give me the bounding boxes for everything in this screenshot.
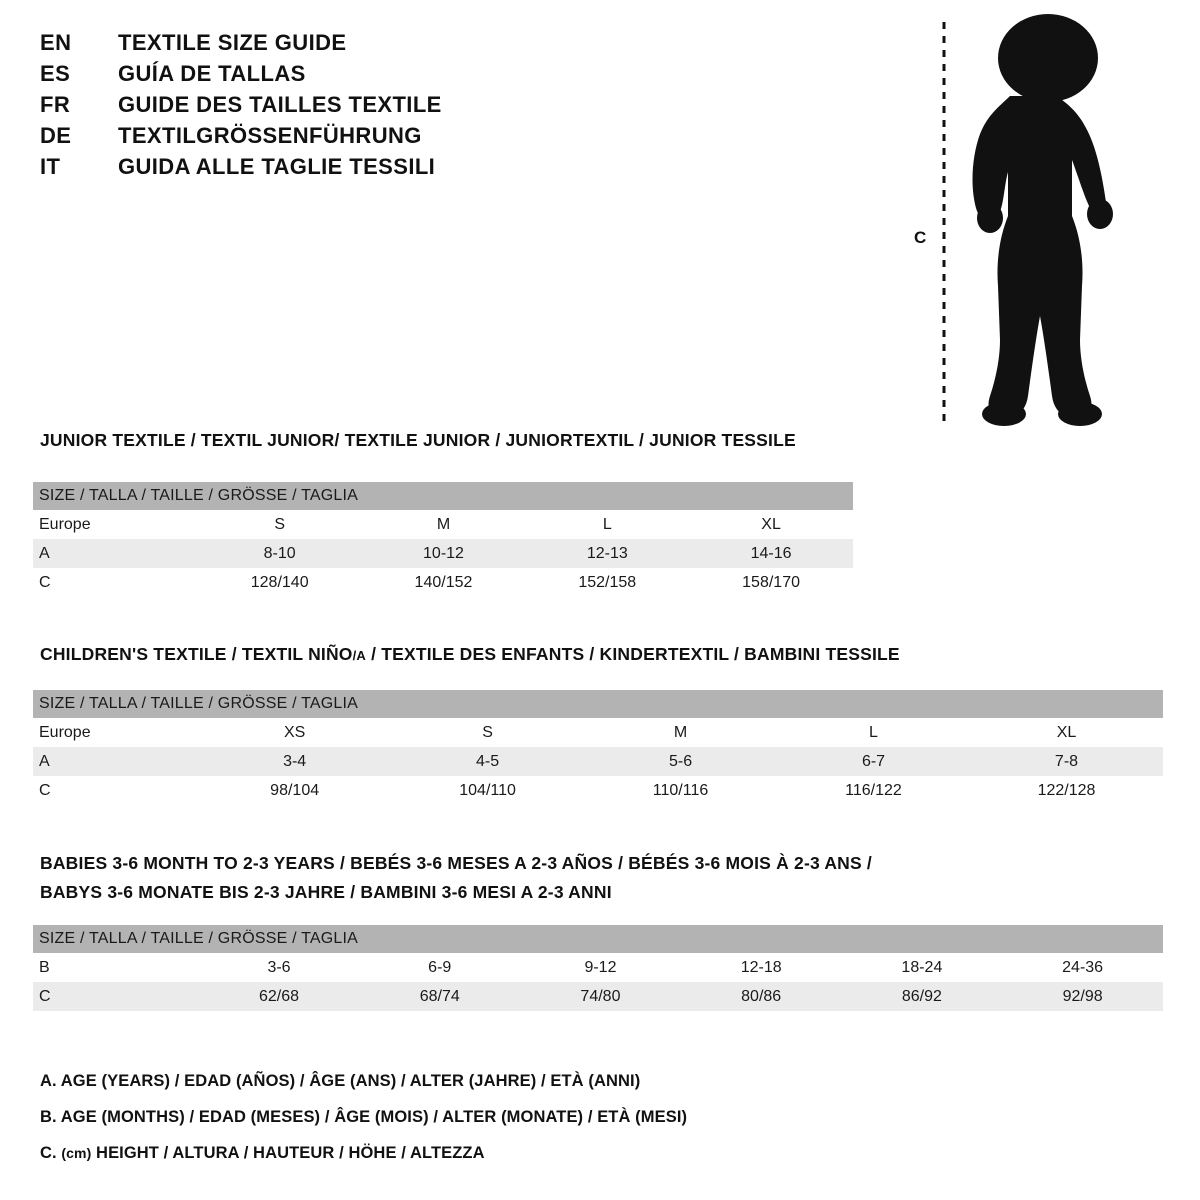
cell-b-2: 6-9 <box>359 953 520 982</box>
cell-b-4: 12-18 <box>681 953 842 982</box>
cell-europe-2: M <box>362 510 526 539</box>
row-label-c: C <box>33 568 198 597</box>
cell-c-4: 158/170 <box>689 568 853 597</box>
cell-c-3: 74/80 <box>520 982 681 1011</box>
table-row <box>33 747 1163 776</box>
junior-size-table <box>33 482 853 597</box>
row-label-a: A <box>33 747 198 776</box>
children-size-table <box>33 690 1163 805</box>
table-row <box>33 690 1163 718</box>
cell-c-4: 116/122 <box>777 776 970 805</box>
cell-c-5: 122/128 <box>970 776 1163 805</box>
children-heading-sub: /A <box>352 648 367 663</box>
cell-europe-1: XS <box>198 718 391 747</box>
table-row <box>33 953 1163 982</box>
legend-line-c <box>40 1144 485 1163</box>
cell-a-3: 12-13 <box>525 539 689 568</box>
legend-line-a: A. AGE (YEARS) / EDAD (AÑOS) / ÂGE (ANS) / ALTER (JAHRE) / ETÀ (ANNI) <box>40 1072 641 1090</box>
legend-c-unit: (cm) <box>61 1145 92 1161</box>
table-row <box>33 982 1163 1011</box>
cell-c-1: 62/68 <box>199 982 360 1011</box>
children-heading-pre: CHILDREN'S TEXTILE / TEXTIL NIÑO <box>40 644 353 664</box>
cell-europe-3: M <box>584 718 777 747</box>
cell-a-2: 4-5 <box>391 747 584 776</box>
cell-c-2: 140/152 <box>362 568 526 597</box>
section-heading-babies-line1: BABIES 3-6 MONTH TO 2-3 YEARS / BEBÉS 3-6 MESES A 2-3 AÑOS / BÉBÉS 3-6 MOIS À 2-3 ANS / <box>40 853 872 873</box>
table-row <box>33 539 853 568</box>
row-label-europe: Europe <box>33 510 198 539</box>
row-label-europe: Europe <box>33 718 198 747</box>
babies-size-table <box>33 925 1163 1011</box>
junior-table-header: SIZE / TALLA / TAILLE / GRÖSSE / TAGLIA <box>33 482 853 510</box>
babies-table-header: SIZE / TALLA / TAILLE / GRÖSSE / TAGLIA <box>33 925 1163 953</box>
cell-europe-1: S <box>198 510 362 539</box>
cell-europe-2: S <box>391 718 584 747</box>
title-text-de: TEXTILGRÖSSENFÜHRUNG <box>118 123 422 148</box>
title-lang-en: EN <box>40 30 72 55</box>
cell-c-6: 92/98 <box>1002 982 1163 1011</box>
cell-a-1: 8-10 <box>198 539 362 568</box>
cell-a-4: 14-16 <box>689 539 853 568</box>
child-silhouette-icon <box>900 10 1180 430</box>
cell-b-1: 3-6 <box>199 953 360 982</box>
title-text-es: GUÍA DE TALLAS <box>118 61 306 86</box>
title-lang-it: IT <box>40 154 61 179</box>
title-row-it <box>40 154 660 180</box>
title-row-es <box>40 61 660 87</box>
title-text-fr: GUIDE DES TAILLES TEXTILE <box>118 92 442 117</box>
title-row-fr <box>40 92 660 118</box>
cell-c-1: 98/104 <box>198 776 391 805</box>
cell-europe-3: L <box>525 510 689 539</box>
children-heading-post: / TEXTILE DES ENFANTS / KINDERTEXTIL / BAMBINI TESSILE <box>366 644 900 664</box>
cell-a-2: 10-12 <box>362 539 526 568</box>
cell-b-3: 9-12 <box>520 953 681 982</box>
legend-c-text: HEIGHT / ALTURA / HAUTEUR / HÖHE / ALTEZZA <box>96 1144 485 1162</box>
cell-europe-4: XL <box>689 510 853 539</box>
cell-c-5: 86/92 <box>842 982 1003 1011</box>
cell-a-5: 7-8 <box>970 747 1163 776</box>
cell-europe-5: XL <box>970 718 1163 747</box>
cell-c-2: 104/110 <box>391 776 584 805</box>
legend-c-prefix: C. <box>40 1144 57 1162</box>
cell-c-3: 110/116 <box>584 776 777 805</box>
title-lang-fr: FR <box>40 92 71 117</box>
cell-a-1: 3-4 <box>198 747 391 776</box>
cell-c-2: 68/74 <box>359 982 520 1011</box>
section-heading-junior: JUNIOR TEXTILE / TEXTIL JUNIOR/ TEXTILE JUNIOR / JUNIORTEXTIL / JUNIOR TESSILE <box>40 430 796 450</box>
cell-c-1: 128/140 <box>198 568 362 597</box>
row-label-a: A <box>33 539 198 568</box>
cell-b-6: 24-36 <box>1002 953 1163 982</box>
child-silhouette-figure <box>900 10 1180 430</box>
title-row-de <box>40 123 660 149</box>
table-row <box>33 482 853 510</box>
cell-a-3: 5-6 <box>584 747 777 776</box>
title-block <box>40 30 660 185</box>
title-lang-es: ES <box>40 61 71 86</box>
cell-a-4: 6-7 <box>777 747 970 776</box>
legend-line-b: B. AGE (MONTHS) / EDAD (MESES) / ÂGE (MOIS) / ALTER (MONATE) / ETÀ (MESI) <box>40 1108 688 1126</box>
row-label-c: C <box>33 982 199 1011</box>
row-label-b: B <box>33 953 199 982</box>
height-measure-label: C <box>914 228 927 247</box>
table-row <box>33 718 1163 747</box>
section-heading-babies-line2: BABYS 3-6 MONATE BIS 2-3 JAHRE / BAMBINI 3-6 MESI A 2-3 ANNI <box>40 882 612 902</box>
table-row <box>33 568 853 597</box>
title-row-en <box>40 30 660 56</box>
title-lang-de: DE <box>40 123 72 148</box>
table-row <box>33 510 853 539</box>
title-text-it: GUIDA ALLE TAGLIE TESSILI <box>118 154 436 179</box>
table-row <box>33 925 1163 953</box>
cell-c-4: 80/86 <box>681 982 842 1011</box>
cell-c-3: 152/158 <box>525 568 689 597</box>
table-row <box>33 776 1163 805</box>
cell-b-5: 18-24 <box>842 953 1003 982</box>
row-label-c: C <box>33 776 198 805</box>
children-table-header: SIZE / TALLA / TAILLE / GRÖSSE / TAGLIA <box>33 690 1163 718</box>
title-text-en: TEXTILE SIZE GUIDE <box>118 30 347 55</box>
section-heading-children <box>40 644 900 665</box>
cell-europe-4: L <box>777 718 970 747</box>
